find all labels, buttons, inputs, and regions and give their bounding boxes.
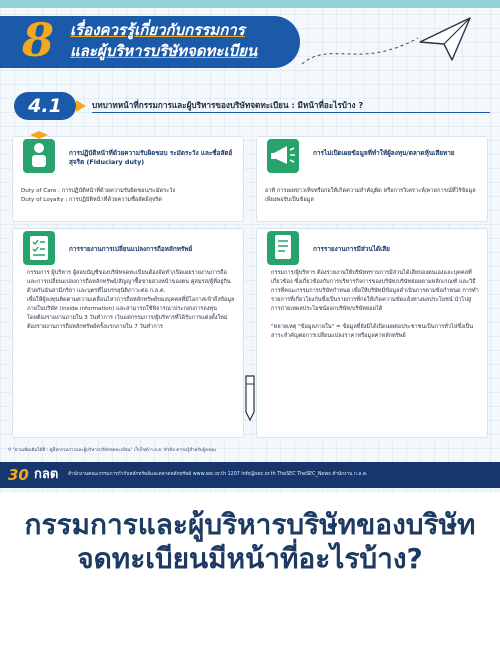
card-title: การไม่เปิดเผยข้อมูลที่ทำให้ผู้ลงทุน/ตลาดหุ้นเสียหาย [313,149,455,157]
card-title: การรายงานการเปลี่ยนแปลงการถือหลักทรัพย์ [69,245,193,253]
person-award-icon [23,131,55,173]
section-title: บทบาทหน้าที่กรรมการและผู้บริหารของบริษัทจดทะเบียน : มีหน้าที่อะไรบ้าง ? [92,98,490,113]
paper-plane-icon [418,14,472,64]
checklist-icon [23,223,55,265]
card-securities-holding-report [12,228,244,438]
card-non-disclosure [256,136,488,222]
section-badge: 4.1 [14,92,76,120]
card-body: Duty of Care : การปฏิบัติหน้าที่ด้วยความรับผิดชอบ/ระมัดระวัง Duty of Loyalty : การปฏิบัติหน้าที่ด้วยความซื่อสัตย์สุจริต [21,188,176,203]
card-conflict-of-interest [256,228,488,438]
footer-contact-text: สำนักงานคณะกรรมการกำกับหลักทรัพย์และตลาดหลักทรัพย์ www.sec.or.th 1207 info@sec.or.th TheSEC TheSEC_News สำนักงาน ก.ล.ต. [68,472,368,477]
top-band [0,0,500,8]
card-title: การรายงานการมีส่วนได้เสีย [313,245,390,253]
card-fiduciary-duty [12,136,244,222]
card-body: กรรมการ/ผู้บริหาร ต้องรายงานให้บริษัททราบการมีส่วนได้เสียของตนเองและบุคคลที่เกี่ยวข้อง ซึ่งเกี่ยวข้องกับการบริหารกิจการของบริษัท/บริษัทย่อยตามหลักเกณฑ์ และวิธีการที่คณะกรรมการบริษัทกำหนด เพื่อให้บริษัทมีข้อมูลดำเนินการตามข้อกำหนด การทำรายการที่เกี่ยวโยงกันซึ่งเป็นรายการที่ก่อให้เกิดความขัดแย้งทางผลประโยชน์ นำไปสู่การถ่ายเทผลประโยชน์ออกบริษัท/บริษัทย่อยได้ "หลายเหตุ "ข้อมูลภายใน" = ข้อมูลที่ยังมิได้เปิดเผยต่อประชาชนเป็นการทั่วไปซึ่งเป็นสาระสำคัญต่อการเปลี่ยนแปลงราคาหรือมูลค่าหลักทรัพย์ [271,270,479,339]
footnote [8,446,494,456]
card-title: การปฏิบัติหน้าที่ด้วยความรับผิดชอบ ระมัดระวัง และซื่อสัตย์สุจริต (Fiduciary duty) [69,149,233,166]
megaphone-icon [267,131,299,173]
sec-logo: กลต [34,467,59,482]
search-icon: ⚲ [8,448,12,453]
footnote-text: "อ่านเพิ่มเติมได้ที่ : คู่มือกรรมการและผู้บริหารบริษัทจดทะเบียน" เว็บไซต์ ก.ล.ต. หัวข้อ ความรู้สำหรับผู้ลงทุน [12,448,216,453]
footer-bar [0,462,500,488]
page-caption: กรรมการและผู้บริหารบริษัทของบริษัทจดทะเบียนมีหน้าที่อะไรบ้าง? [24,508,476,575]
section-heading [14,92,490,120]
arrow-icon [74,98,88,114]
pen-icon [240,374,260,424]
header-title-line2: และผู้บริหารบริษัทจดทะเบียน [70,42,258,60]
dashed-path-decoration [300,30,420,70]
card-body: กรรมการ ผู้บริหาร ผู้สอบบัญชีของบริษัทจดทะเบียนต้องจัดทำ/เปิดเผยรายงานการถือและการเปลี่ยนแปลงการถือหลักทรัพย์/สัญญาซื้อขายล่วงหน้าของตน คู่สมรส/ผู้ที่อยู่กินด้วยกันฉันสามีภริยา และบุตรที่ไม่บรรลุนิติภาวะต่อ ก.ล.ต. เพื่อให้ผู้ลงทุนติดตามความเคลื่อนไหวการถือหลักทรัพย์ของบุคคลที่มีโอกาสเข้าถึงข้อมูลภายในบริษัท (inside information) และสามารถใช้พิจารณาประกอบการลงทุน โดยต้องรายงานภายใน 3 วันทำการ เว้นแต่กรรมการ/ผู้บริหารที่ได้รับการแต่งตั้งใหม่ ต้องรายงานการถือหลักทรัพย์ครั้งแรกภายใน 7 วันทำการ [27,270,235,330]
header-title-line1: เรื่องควรรู้เกี่ยวกับกรรมการ [70,21,245,39]
card-body: อาทิ การเผยข่าวเท็จหรือก่อให้เกิดความสำคัญผิด หรือการวิเคราะห์/คาดการณ์ที่ไร้ข้อมูลเพียงพอรับเป็นข้อมูล [265,188,476,203]
header-number: 8 [22,13,55,67]
anniversary-logo: 30 [8,466,29,484]
document-icon [267,223,299,265]
header-title [70,20,300,62]
